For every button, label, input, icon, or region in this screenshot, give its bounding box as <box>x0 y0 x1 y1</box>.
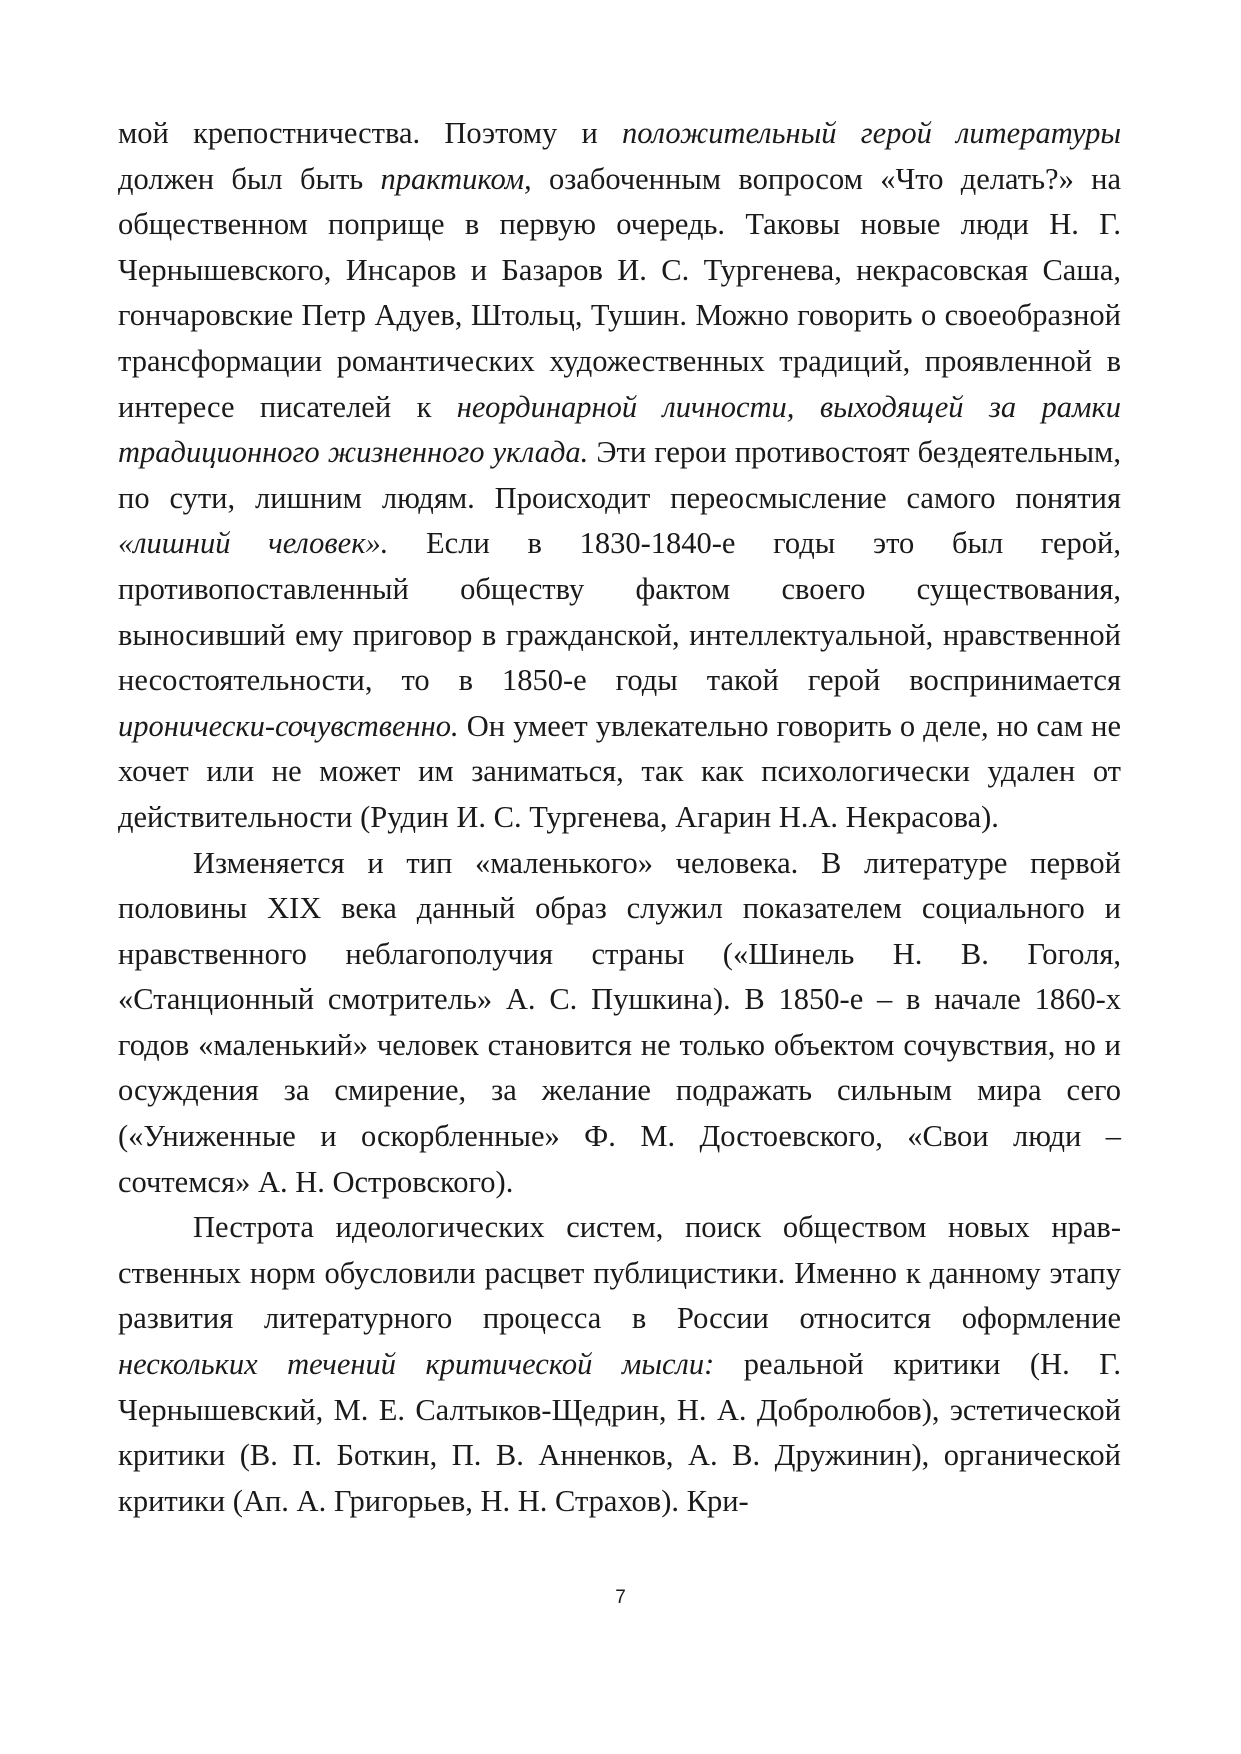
paragraph-3: Пестрота идеологических систем, поиск обществом новых нравственных норм обусловили расцвет публицистики. Именно к данному этапу развития литературного процесса в России относится оформление нескольких течений критической мысли: реальной критики (Н. Г. Чернышевский, М. Е. Салтыков-Щедрин, Н. А. Добролюбов), эстетической критики (В. П. Боткин, П. В. Анненков, А. В. Дружинин), органической критики (Ап. А. Григорьев, Н. Н. Страхов). Кри- <box>118 1210 1122 1518</box>
emphasis: положительный герой литературы <box>621 116 1121 150</box>
emphasis: нескольких течений критической мысли: <box>118 1347 715 1382</box>
emphasis: иронически-сочувственно. <box>118 708 459 743</box>
emphasis: неординарной личности, выходящей за рамки традиционного жизненного уклада. <box>118 389 1121 470</box>
emphasis: практиком, <box>380 161 532 196</box>
body-text <box>118 111 1121 1524</box>
paragraph-2: Изменяется и тип «маленького» человека. В литературе первой половины XIX века данный образ служил показателем социального и нравственного неблагополучия страны («Шинель Н. В. Гоголя, «Станционный смотритель» А. С. Пушкина). В 1850-е – в начале 1860-х годов «маленький» человек становится не только объектом сочувствия, но и осуждения за смирение, за желание подражать сильным мира сего («Униженные и оскорбленные» Ф. М. Достоевского, «Свои люди – сочтемся» А. Н. Островского). <box>118 845 1121 1199</box>
paragraph-1: мой крепостничества. Поэтому и положительный герой литературы должен был быть практиком, озабоченным вопросом «Что делать?» на общественном поприще в первую очередь. Таковы новые люди Н. Г. Чернышевского, Инсаров и Базаров И. С. Тургенева, некрасовская Саша, гончаровские Петр Адуев, Штольц, Тушин. Можно говорить о своеобразной трансформации романтических художественных традиций, проявленной в интересе писателей к неординарной личности, выходящей за рамки традиционного жизненного уклада. Эти герои противостоят бездеятельным, по сути, лишним людям. Происходит переосмысление самого понятия «лишний человек». Если в 1830-1840-е годы это был герой, противопоставленный обществу фактом своего существования, выносивший ему приговор в гражданской, интеллектуальной, нравственной несостоятельности, то в 1850-е годы такой герой воспринимается иронически-сочувственно. Он умеет увлекательно говорить о деле, но сам не хочет или не может им заниматься, так как психологически удален от действительности (Рудин И. С. Тургенева, Агарин Н.А. Некрасова). <box>118 116 1122 834</box>
page-number: 7 <box>615 1587 626 1608</box>
emphasis: «лишний человек». <box>118 526 389 561</box>
